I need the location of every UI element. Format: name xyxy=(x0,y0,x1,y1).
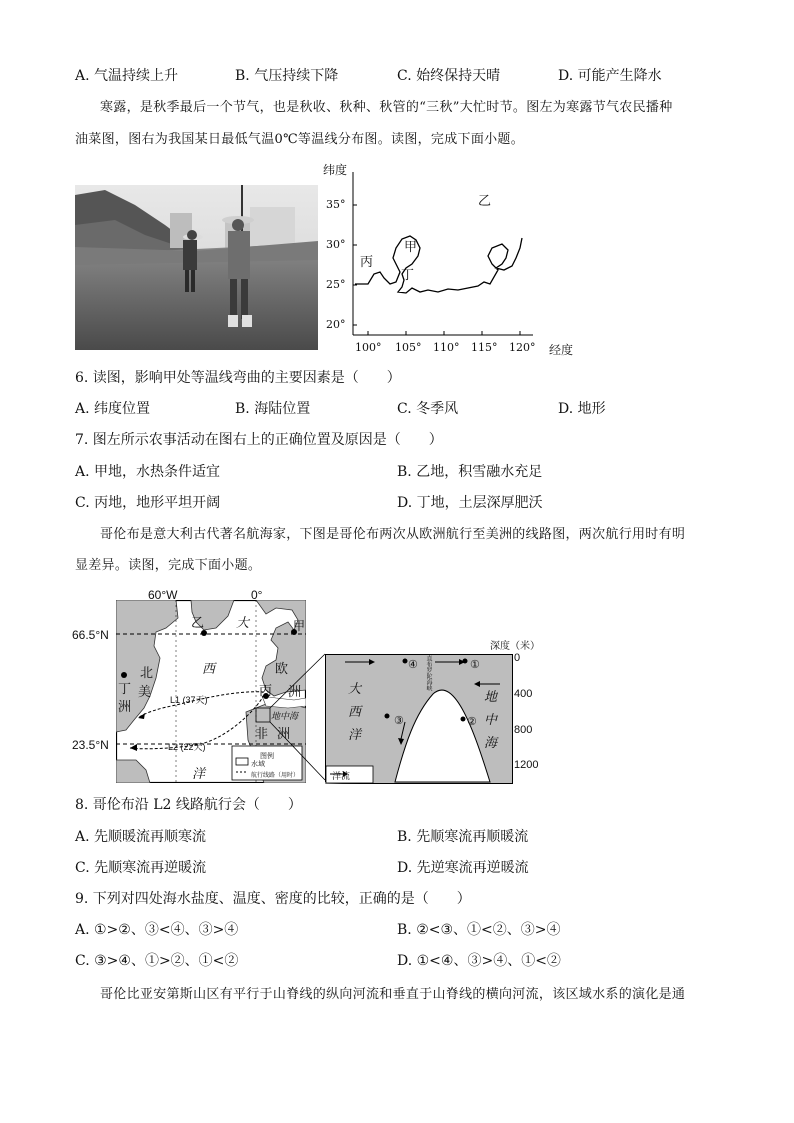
inset-point-3: ③ xyxy=(394,714,404,727)
legend-route: 航行线路（用时） xyxy=(251,772,300,779)
legend-water: 水域 xyxy=(251,760,265,768)
intro1-line1: 寒露，是秋季最后一个节气，也是秋收、秋种、秋管的“三秋”大忙时节。图左为寒露节气农民播种 xyxy=(100,100,673,115)
q8-option-d: D. 先逆寒流再逆暖流 xyxy=(397,860,529,876)
q6-option-a: A. 纬度位置 xyxy=(75,401,151,417)
y-axis-title: 纬度 xyxy=(323,163,348,177)
map-label-xi: 西 xyxy=(202,662,216,677)
y-tick-30: 30° xyxy=(326,238,346,251)
q7-option-d: D. 丁地，土层深厚肥沃 xyxy=(397,495,543,511)
inset-med-3: 海 xyxy=(484,736,498,751)
depth-title: 深度（米） xyxy=(490,641,540,652)
lon-60w: 60°W xyxy=(148,588,178,602)
label-bing: 丙 xyxy=(360,255,374,270)
route-l1-label: L1 (37天) xyxy=(170,695,208,705)
isotherm-line xyxy=(355,236,522,293)
map-label-mei: 美 xyxy=(138,685,152,700)
x-ticks xyxy=(368,331,520,335)
map-label-bing: 丙 xyxy=(259,684,273,699)
map-label-ding: 丁 xyxy=(118,682,132,697)
map-label-yang: 洋 xyxy=(192,767,206,782)
intro3-line1: 哥伦比亚安第斯山区有平行于山脊线的纵向河流和垂直于山脊线的横向河流，该区域水系的演化是通 xyxy=(100,987,686,1002)
inset-med-1: 地 xyxy=(484,690,498,705)
inset-strait-label: 直布罗陀海峡 xyxy=(425,655,432,691)
y-tick-20: 20° xyxy=(326,318,346,331)
q7-option-a: A. 甲地，水热条件适宜 xyxy=(75,464,221,480)
intro2-line2: 显差异。读图，完成下面小题。 xyxy=(75,558,262,573)
farmer-photo xyxy=(75,185,318,350)
label-jia: 甲 xyxy=(404,240,418,255)
route-l2-label: L2 (22天) xyxy=(168,742,206,752)
y-ticks xyxy=(353,205,357,325)
map-label-ou: 欧 xyxy=(275,662,289,677)
q8-stem: 8. 哥伦布沿 L2 线路航行会（ ） xyxy=(75,797,302,813)
intro2-line1: 哥伦布是意大利古代著名航海家，下图是哥伦布两次从欧洲航行至美洲的线路图，两次航行用时有明 xyxy=(100,527,686,542)
inset-point-2: ② xyxy=(467,715,477,728)
q9-stem: 9. 下列对四处海水盐度、温度、密度的比较，正确的是（ ） xyxy=(75,891,471,907)
q5-option-a: A. 气温持续上升 xyxy=(75,68,179,84)
map-label-zhou-africa: 洲 xyxy=(277,727,291,742)
inset-point-1: ① xyxy=(470,658,480,671)
y-tick-25: 25° xyxy=(326,278,346,291)
q6-option-d: D. 地形 xyxy=(558,401,606,417)
q5-option-c: C. 始终保持天晴 xyxy=(397,68,501,84)
map-label-jia: 甲 xyxy=(293,619,306,633)
lat-66: 66.5°N xyxy=(72,628,109,642)
inset-point-4: ④ xyxy=(408,658,418,671)
depth-800: 800 xyxy=(514,724,533,736)
map-label-fei: 非 xyxy=(255,727,269,742)
intro1-line2: 油菜图，图右为我国某日最低气温0℃等温线分布图。读图，完成下面小题。 xyxy=(75,132,525,147)
q6-option-c: C. 冬季风 xyxy=(397,401,459,417)
q6-stem: 6. 读图，影响甲处等温线弯曲的主要因素是（ ） xyxy=(75,370,401,386)
x-tick-105: 105° xyxy=(395,341,422,354)
depth-1200: 1200 xyxy=(514,759,539,771)
q5-option-d: D. 可能产生降水 xyxy=(558,68,662,84)
q9-option-c: C. ③>④、①>②、①<② xyxy=(75,953,239,969)
inset-atlantic-3: 洋 xyxy=(348,728,362,743)
q8-option-a: A. 先顺暖流再顺寒流 xyxy=(75,829,207,845)
q7-stem: 7. 图左所示农事活动在图右上的正确位置及原因是（ ） xyxy=(75,432,443,448)
lon-0: 0° xyxy=(251,588,263,602)
legend-title: 图例 xyxy=(260,752,274,760)
label-ding: 丁 xyxy=(401,268,415,283)
x-tick-110: 110° xyxy=(433,341,460,354)
map-label-zhou-right: 洲 xyxy=(288,685,302,700)
q5-option-b: B. 气压持续下降 xyxy=(235,68,339,84)
inset-atlantic-1: 大 xyxy=(348,682,362,697)
map-label-yi: 乙 xyxy=(191,616,205,631)
q8-option-b: B. 先顺寒流再顺暖流 xyxy=(397,829,529,845)
map-label-bei: 北 xyxy=(140,666,154,681)
label-yi: 乙 xyxy=(478,194,492,209)
depth-0: 0 xyxy=(514,652,521,664)
x-tick-120: 120° xyxy=(509,341,536,354)
q8-option-c: C. 先顺寒流再逆暖流 xyxy=(75,860,207,876)
x-tick-115: 115° xyxy=(471,341,498,354)
x-axis-title: 经度 xyxy=(549,343,574,357)
inset-atlantic-2: 西 xyxy=(348,705,362,720)
y-tick-35: 35° xyxy=(326,198,346,211)
map-label-med: 地中海 xyxy=(271,712,299,722)
q9-option-a: A. ①>②、③<④、③>④ xyxy=(75,922,239,938)
lat-23: 23.5°N xyxy=(72,738,109,752)
q9-option-d: D. ①<④、③>④、①<② xyxy=(397,953,561,969)
depth-400: 400 xyxy=(514,688,533,700)
q7-option-b: B. 乙地，积雪融水充足 xyxy=(397,464,543,480)
q9-option-b: B. ②<③、①<②、③>④ xyxy=(397,922,561,938)
map-label-zhou-left: 洲 xyxy=(118,700,132,715)
x-tick-100: 100° xyxy=(355,341,382,354)
inset-legend-current: 洋流 xyxy=(332,772,351,782)
map-label-da: 大 xyxy=(236,616,250,631)
inset-med-2: 中 xyxy=(484,713,498,728)
q6-option-b: B. 海陆位置 xyxy=(235,401,311,417)
isotherm-chart xyxy=(318,160,580,358)
q7-option-c: C. 丙地，地形平坦开阔 xyxy=(75,495,221,511)
